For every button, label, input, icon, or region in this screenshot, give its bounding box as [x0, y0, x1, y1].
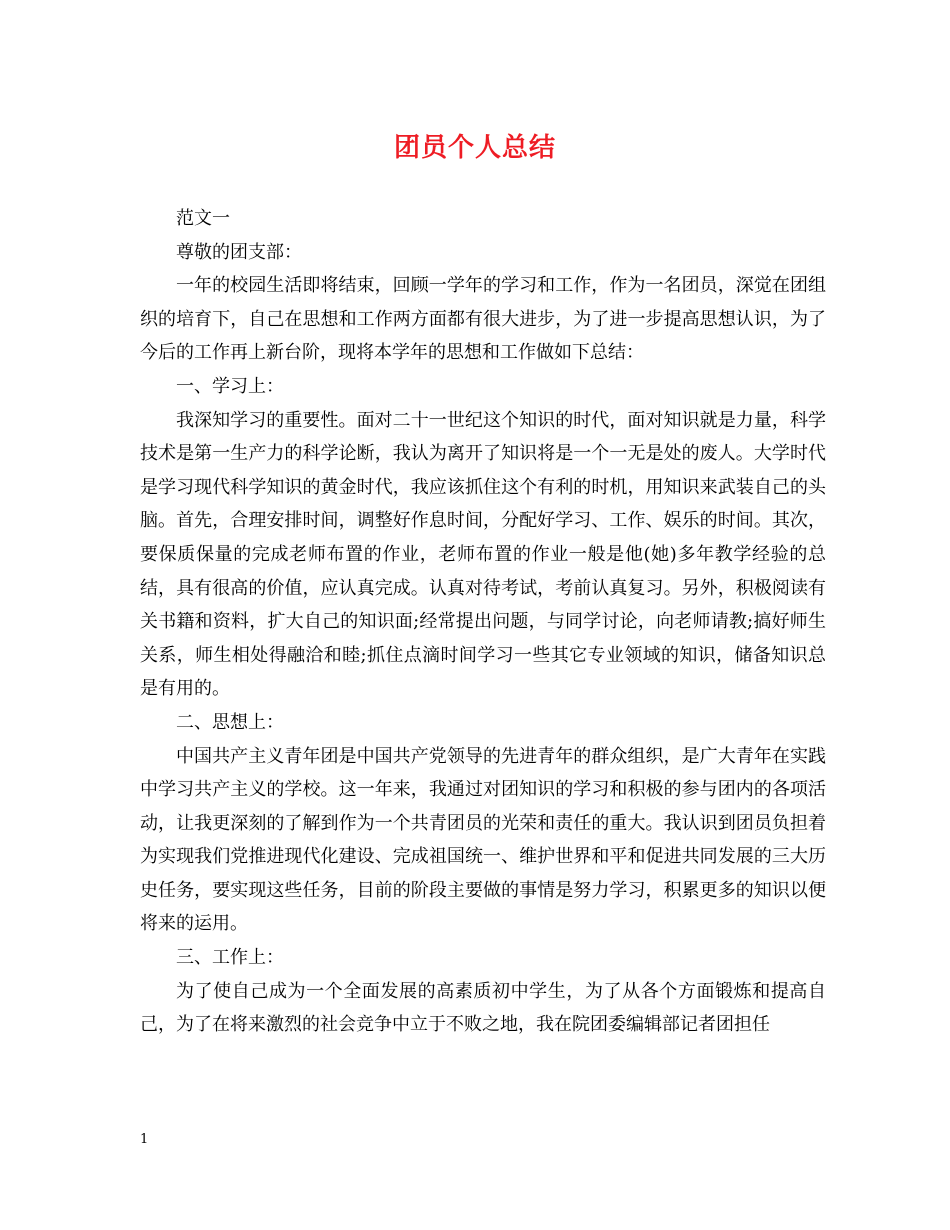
section-heading-work: 三、工作上： — [176, 947, 284, 969]
paragraph-thought: 中国共产主义青年团是中国共产党领导的先进青年的群众组织，是广大青年在实践中学习共产主义的学校。这一年来，我通过对团知识的学习和积极的参与团内的各项活动，让我更深刻的了解到作为一个共青团员的光荣和责任的重大。我认识到团员负担着为实现我们党推进现代化建设、完成祖国统一、维护世界和平和促进共同发展的三大历史任务，要实现这些任务，目前的阶段主要做的事情是努力学习，积累更多的知识以便将来的运用。 — [140, 745, 826, 935]
page-number: 1 — [140, 1132, 149, 1147]
paragraph-study: 我深知学习的重要性。面对二十一世纪这个知识的时代，面对知识就是力量，科学技术是第一生产力的科学论断，我认为离开了知识将是一个一无是处的废人。大学时代是学习现代科学知识的黄金时代，我应该抓住这个有利的时机，用知识来武装自己的头脑。首先，合理安排时间，调整好作息时间，分配好学习、工作、娱乐的时间。其次，要保质保量的完成老师布置的作业，老师布置的作业一般是他(她)多年教学经验的总结，具有很高的价值，应认真完成。认真对待考试，考前认真复习。另外，积极阅读有关书籍和资料，扩大自己的知识面;经常提出问题，与同学讨论，向老师请教;搞好师生关系，师生相处得融洽和睦;抓住点滴时间学习一些其它专业领域的知识，储备知识总是有用的。 — [140, 409, 826, 700]
paragraph-sample-label: 范文一 — [176, 208, 230, 229]
document-body — [140, 202, 826, 1042]
paragraph-intro: 一年的校园生活即将结束，回顾一学年的学习和工作，作为一名团员，深觉在团组织的培育下，自己在思想和工作两方面都有很大进步，为了进一步提高思想认识，为了今后的工作再上新台阶，现将本学年的思想和工作做如下总结： — [140, 275, 826, 364]
page-title: 团员个人总结 — [393, 133, 556, 163]
paragraph-salutation: 尊敬的团支部： — [176, 241, 302, 263]
section-heading-thought: 二、思想上： — [176, 711, 284, 733]
paragraph-work: 为了使自己成为一个全面发展的高素质初中学生，为了从各个方面锻炼和提高自己，为了在将来激烈的社会竞争中立于不败之地，我在院团委编辑部记者团担任 — [140, 980, 826, 1036]
section-heading-study: 一、学习上： — [176, 375, 284, 397]
